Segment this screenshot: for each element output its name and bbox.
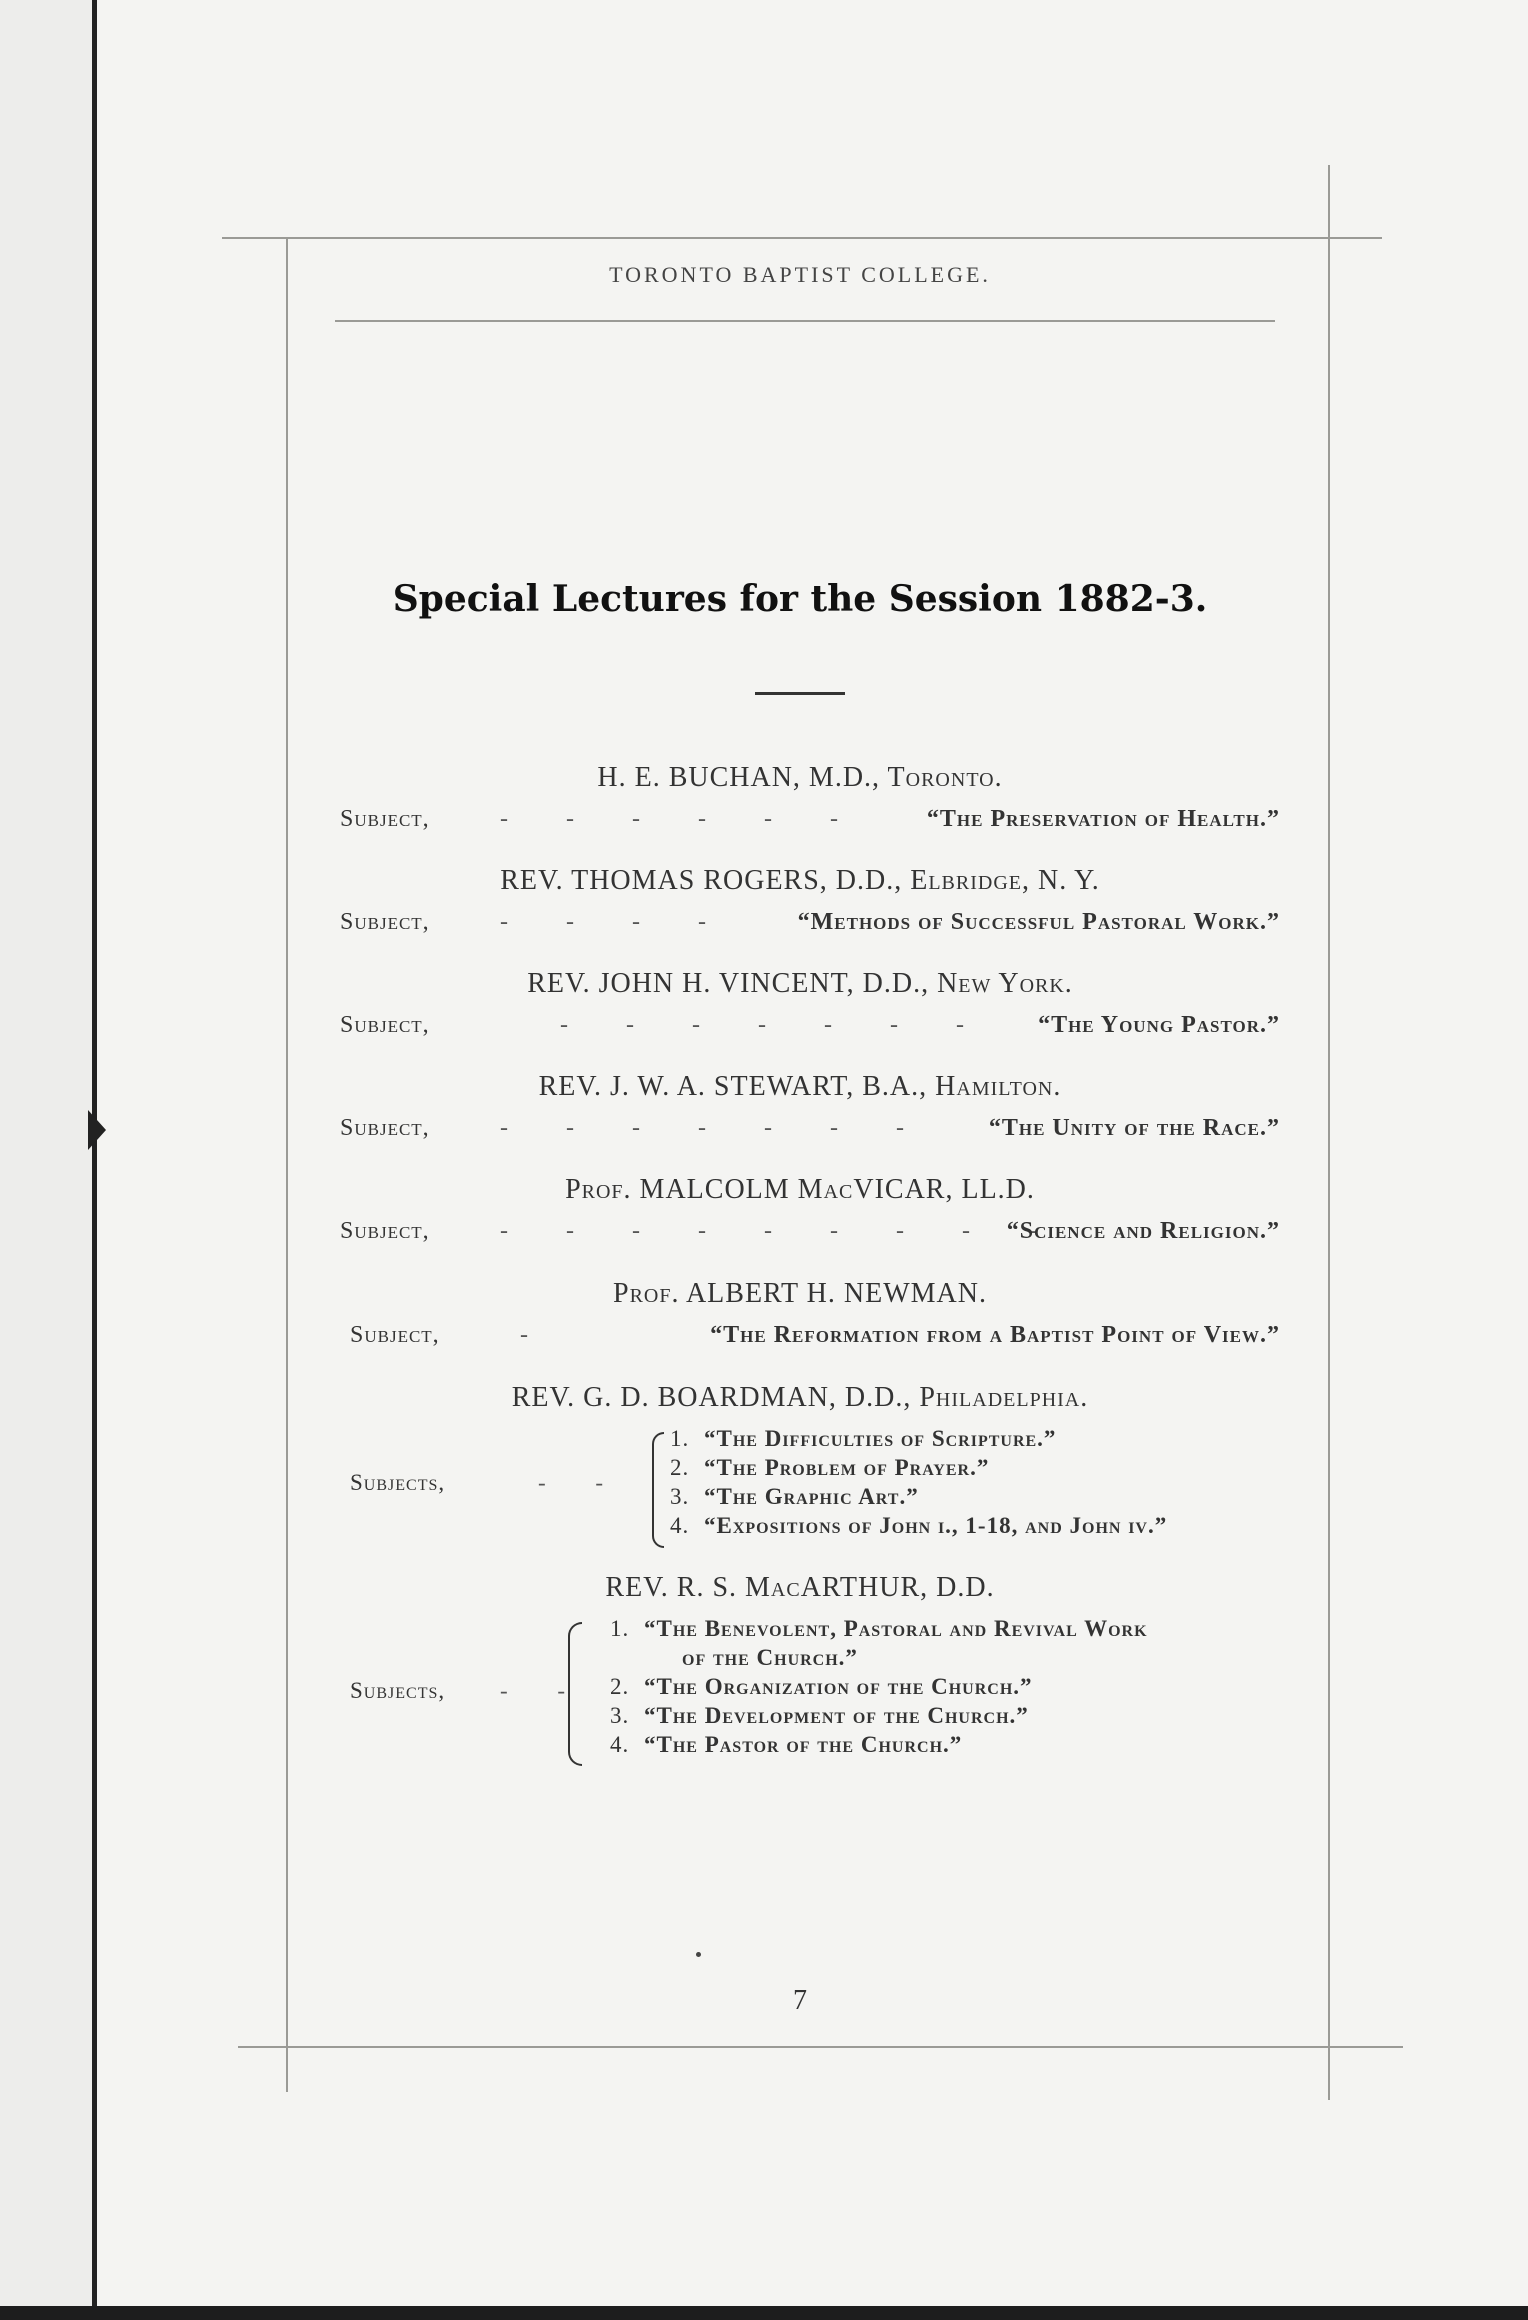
subject-row xyxy=(300,1218,1300,1258)
lecture-entry xyxy=(300,762,1300,846)
subject-item: 2. “The Organization of the Church.” xyxy=(610,1674,1033,1699)
leader-dots: - - - - - - - - - xyxy=(500,1218,1062,1244)
header-rule xyxy=(335,320,1275,322)
subject-label: Subject, xyxy=(340,909,430,935)
subject-row xyxy=(300,1012,1300,1052)
subject-row xyxy=(300,909,1300,949)
right-frame-rule xyxy=(1328,165,1330,2100)
lecture-entry xyxy=(300,1278,1300,1362)
leader-dots: - - - - - - xyxy=(500,806,864,832)
subject-item: 3. “The Development of the Church.” xyxy=(610,1703,1029,1728)
subject-item: 1. “The Difficulties of Scripture.” xyxy=(670,1426,1057,1451)
leader-dots: - - - - xyxy=(500,909,732,935)
bottom-frame-rule xyxy=(238,2046,1403,2048)
lecturer-name: REV. G. D. BOARDMAN, D.D., Philadelphia. xyxy=(511,1382,1089,1413)
brace xyxy=(652,1432,664,1548)
lecturer-name: REV. JOHN H. VINCENT, D.D., New York. xyxy=(527,968,1073,999)
subject-title: “Methods of Successful Pastoral Work.” xyxy=(797,909,1280,935)
top-frame-rule xyxy=(222,237,1382,239)
subject-item: 3. “The Graphic Art.” xyxy=(670,1484,919,1509)
subject-label: Subject, xyxy=(340,806,430,832)
leader-dots: - - - - - - - xyxy=(560,1012,990,1038)
subject-title: “The Reformation from a Baptist Point of View.” xyxy=(710,1322,1280,1348)
ink-speck xyxy=(696,1952,701,1957)
running-head: TORONTO BAPTIST COLLEGE. xyxy=(609,262,991,287)
page-number: 7 xyxy=(793,1985,807,2016)
lecture-entry xyxy=(300,1174,1300,1258)
subject-label: Subject, xyxy=(350,1322,440,1348)
subject-item: 2. “The Problem of Prayer.” xyxy=(670,1455,990,1480)
leader-dots: - - - - - - - xyxy=(500,1115,930,1141)
lecture-entry xyxy=(300,1382,1300,1551)
leader-dots: - - xyxy=(538,1470,626,1495)
subject-item: 1. “The Benevolent, Pastoral and Revival Work xyxy=(610,1616,1148,1641)
title-rule xyxy=(755,692,845,695)
subjects-list xyxy=(670,1426,1167,1542)
subject-label: Subject, xyxy=(340,1115,430,1141)
subject-title: “The Young Pastor.” xyxy=(1038,1012,1280,1038)
subject-row xyxy=(300,1322,1300,1362)
subjects-group xyxy=(300,1426,1300,1551)
subject-row xyxy=(300,1115,1300,1155)
lecture-entry xyxy=(300,1572,1300,1766)
lecturer-name: REV. R. S. MacARTHUR, D.D. xyxy=(605,1572,995,1603)
lecture-entry xyxy=(300,865,1300,949)
subject-title: “The Preservation of Health.” xyxy=(926,806,1280,832)
page-title: Special Lectures for the Session 1882-3. xyxy=(392,578,1208,620)
bottom-edge xyxy=(0,2306,1528,2320)
subjects-group xyxy=(300,1616,1300,1766)
subject-label: Subject, xyxy=(340,1012,430,1038)
subject-title: “Science and Religion.” xyxy=(1006,1218,1280,1244)
lecture-entry xyxy=(300,1071,1300,1155)
subject-item-continuation: of the Church.” xyxy=(682,1645,858,1670)
subject-item: 4. “The Pastor of the Church.” xyxy=(610,1732,963,1757)
lecturer-name: REV. THOMAS ROGERS, D.D., Elbridge, N. Y. xyxy=(500,865,1100,896)
binding-edge xyxy=(0,0,97,2320)
leader-dots: - - xyxy=(500,1678,588,1703)
subjects-label: Subjects, xyxy=(350,1678,446,1703)
lecture-entry xyxy=(300,968,1300,1052)
lecturer-name: Prof. MALCOLM MacVICAR, LL.D. xyxy=(565,1174,1035,1205)
subject-item: 4. “Expositions of John i., 1-18, and John iv.” xyxy=(670,1513,1168,1538)
subjects-label: Subjects, xyxy=(350,1470,446,1495)
left-frame-rule xyxy=(286,237,288,2092)
subjects-list xyxy=(610,1616,1148,1761)
leader-dots: - xyxy=(520,1322,554,1348)
brace xyxy=(568,1622,582,1766)
subject-title: “The Unity of the Race.” xyxy=(988,1115,1280,1141)
subject-label: Subject, xyxy=(340,1218,430,1244)
subject-row xyxy=(300,806,1300,846)
lecturer-name: REV. J. W. A. STEWART, B.A., Hamilton. xyxy=(538,1071,1062,1102)
binding-notch xyxy=(88,1110,106,1150)
lecturer-name: H. E. BUCHAN, M.D., Toronto. xyxy=(597,762,1003,793)
lecturer-name: Prof. ALBERT H. NEWMAN. xyxy=(613,1278,987,1309)
